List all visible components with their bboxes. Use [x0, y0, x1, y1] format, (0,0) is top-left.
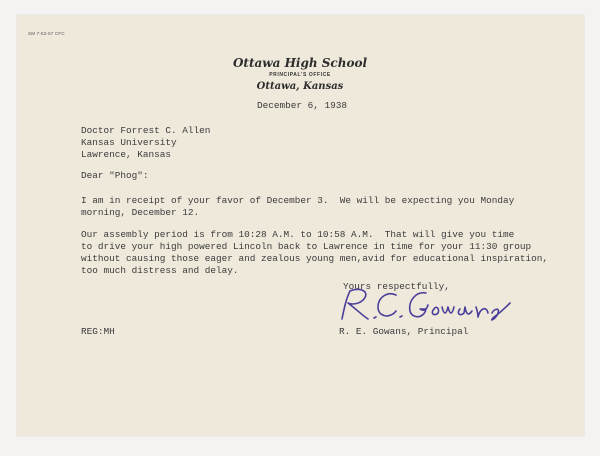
- typist-initials: REG:MH: [81, 326, 115, 337]
- letterhead-city: Ottawa, Kansas: [256, 81, 344, 92]
- handwritten-signature: [330, 283, 520, 325]
- paragraph2-line-4: too much distress and delay.: [81, 265, 239, 276]
- paragraph2-line-2: to drive your high powered Lincoln back to Lawrence in time for your 11:30 group: [81, 241, 532, 252]
- letterhead-office: PRINCIPAL'S OFFICE: [269, 72, 331, 78]
- letter-paper: [17, 15, 584, 436]
- paragraph2-line-3: without causing those eager and zealous young men,avid for educational inspiration,: [81, 253, 548, 264]
- closing: Yours respectfully,: [343, 281, 450, 292]
- form-code: SM 7-52-57 CFC: [28, 31, 65, 36]
- paragraph2-line-1: Our assembly period is from 10:28 A.M. to 10:58 A.M. That will give you time: [81, 229, 515, 240]
- recipient-line-3: Lawrence, Kansas: [81, 149, 172, 160]
- recipient-line-2: Kansas University: [81, 137, 177, 148]
- paragraph1-line-1: I am in receipt of your favor of December 3. We will be expecting you Monday: [81, 195, 515, 206]
- letterhead-school: Ottawa High School: [232, 56, 368, 70]
- letter-date: December 6, 1938: [257, 100, 348, 111]
- recipient-line-1: Doctor Forrest C. Allen: [81, 125, 211, 136]
- salutation: Dear "Phog":: [81, 170, 149, 181]
- paragraph1-line-2: morning, December 12.: [81, 207, 200, 218]
- signer-name: R. E. Gowans, Principal: [339, 326, 469, 337]
